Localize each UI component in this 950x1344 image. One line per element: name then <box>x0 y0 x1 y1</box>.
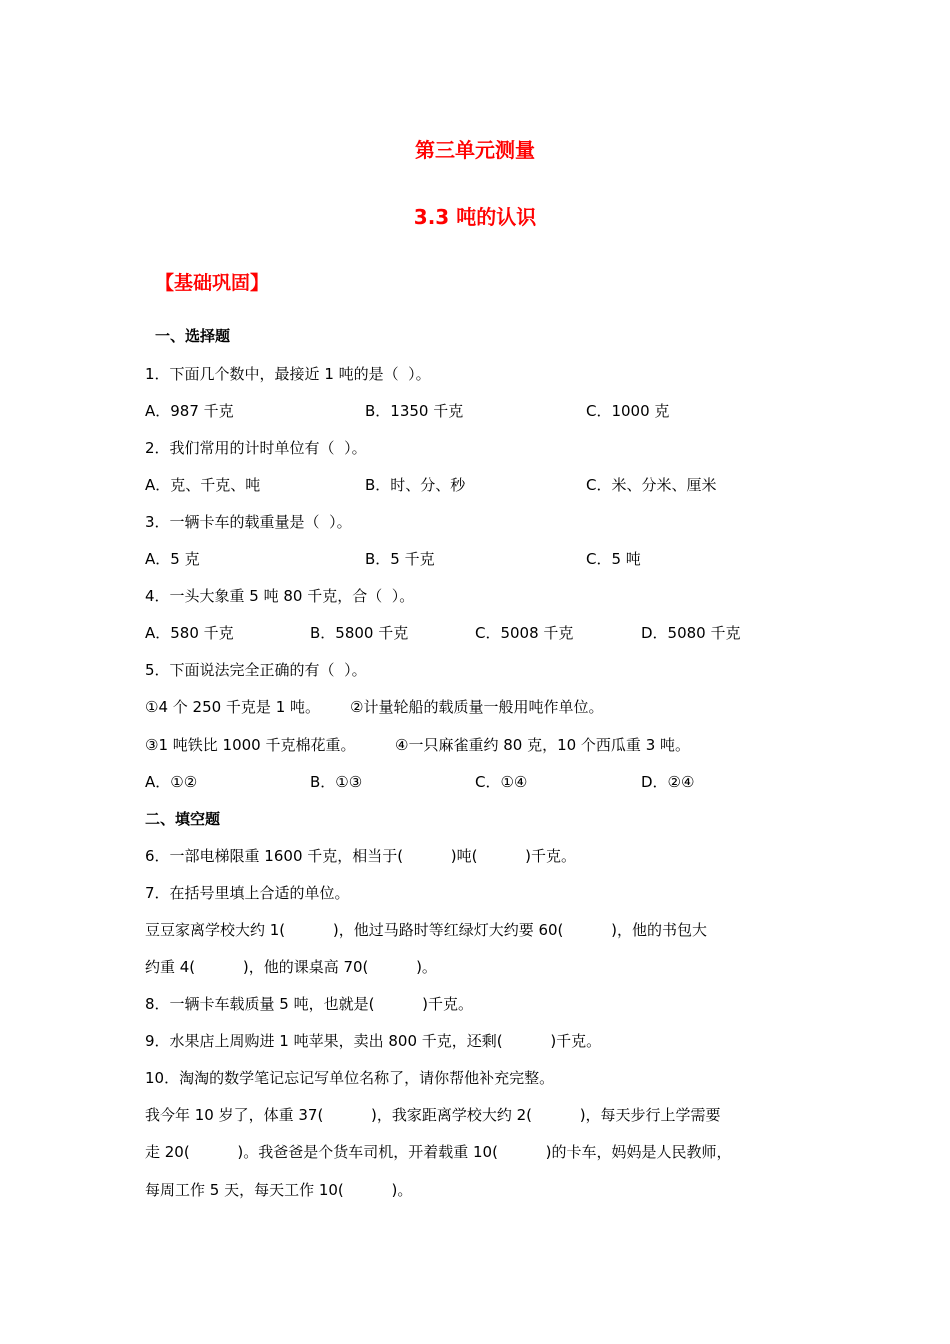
unit-title: 第三单元测量 <box>415 138 535 162</box>
q2-option-b: B．时、分、秒 <box>365 476 466 494</box>
question-9: 9．水果店上周购进 1 吨苹果，卖出 800 千克，还剩( )千克。 <box>145 1032 602 1050</box>
q3-option-a: A．5 克 <box>145 550 200 568</box>
lesson-title: 3.3 吨的认识 <box>413 205 537 229</box>
question-3: 3．一辆卡车的载重量是（ ）。 <box>145 513 352 531</box>
q2-option-a: A．克、千克、吨 <box>145 476 261 494</box>
question-7: 7．在括号里填上合适的单位。 <box>145 884 350 902</box>
question-2: 2．我们常用的计时单位有（ ）。 <box>145 439 367 457</box>
q5-statement-2: ②计量轮船的载质量一般用吨作单位。 <box>350 698 604 716</box>
q5-option-b: B．①③ <box>310 773 363 791</box>
question-1: 1．下面几个数中，最接近 1 吨的是（ ）。 <box>145 365 431 383</box>
q5-option-a: A．①② <box>145 773 198 791</box>
question-5: 5．下面说法完全正确的有（ ）。 <box>145 661 367 679</box>
q1-option-c: C．1000 克 <box>586 402 670 420</box>
q4-option-d: D．5080 千克 <box>641 624 741 642</box>
q10-line-1: 我今年 10 岁了，体重 37( )，我家距离学校大约 2( )，每天步行上学需要 <box>145 1106 721 1124</box>
section-label: 【基础巩固】 <box>155 272 270 294</box>
q7-line-1: 豆豆家离学校大约 1( )，他过马路时等红绿灯大约要 60( )，他的书包大 <box>145 921 707 939</box>
q4-option-b: B．5800 千克 <box>310 624 409 642</box>
q4-option-a: A．580 千克 <box>145 624 234 642</box>
question-8: 8．一辆卡车载质量 5 吨，也就是( )千克。 <box>145 995 474 1013</box>
q7-line-2: 约重 4( )，他的课桌高 70( )。 <box>145 958 437 976</box>
q10-line-2: 走 20( )。我爸爸是个货车司机，开着载重 10( )的卡车，妈妈是人民教师， <box>145 1143 732 1161</box>
q5-option-d: D．②④ <box>641 773 695 791</box>
part2-heading: 二、填空题 <box>145 810 221 828</box>
q3-option-c: C．5 吨 <box>586 550 641 568</box>
q5-option-c: C．①④ <box>475 773 528 791</box>
q3-option-b: B．5 千克 <box>365 550 435 568</box>
question-6: 6．一部电梯限重 1600 千克，相当于( )吨( )千克。 <box>145 847 577 865</box>
q1-option-a: A．987 千克 <box>145 402 234 420</box>
part1-heading: 一、选择题 <box>155 327 231 345</box>
q5-statement-3: ③1 吨铁比 1000 千克棉花重。 <box>145 736 356 754</box>
q5-statement-1: ①4 个 250 千克是 1 吨。 <box>145 698 321 716</box>
q10-line-3: 每周工作 5 天，每天工作 10( )。 <box>145 1181 413 1199</box>
question-4: 4．一头大象重 5 吨 80 千克，合（ ）。 <box>145 587 415 605</box>
q5-statement-4: ④一只麻雀重约 80 克，10 个西瓜重 3 吨。 <box>395 736 691 754</box>
q4-option-c: C．5008 千克 <box>475 624 574 642</box>
q1-option-b: B．1350 千克 <box>365 402 464 420</box>
q2-option-c: C．米、分米、厘米 <box>586 476 717 494</box>
question-10: 10．淘淘的数学笔记忘记写单位名称了，请你帮他补充完整。 <box>145 1069 555 1087</box>
